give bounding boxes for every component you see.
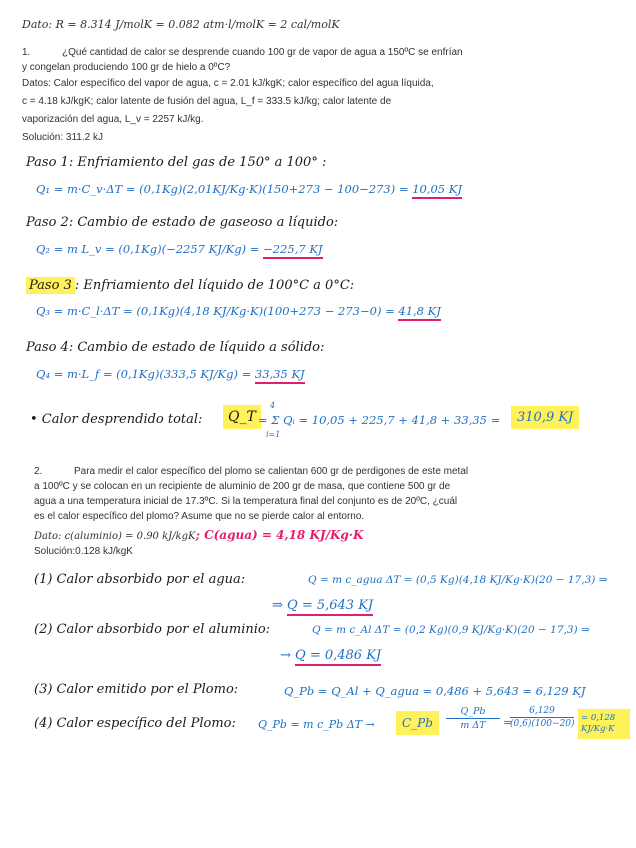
problem1-statement-line2: y congelan produciendo 100 gr de hielo a 0ºC? (22, 62, 231, 73)
paso4-formula (36, 367, 305, 381)
p2-step4-frac1-den: m ΔT (460, 720, 486, 731)
p2-step3-formula: Q_Pb = Q_Al + Q_agua = 0,486 + 5,643 = 6,129 KJ (284, 684, 586, 698)
problem2-dato (34, 528, 363, 542)
p2-step4-frac1-num: Q_Pb (446, 706, 500, 719)
paso3-title-rest: : Enfriamiento del líquido de 100°C a 0°C: (74, 278, 355, 293)
problem1-data-line1: Datos: Calor específico del vapor de agua, c = 2.01 kJ/kgK; calor específico del agua líquida, (22, 78, 434, 89)
p2-step1-result-row (272, 598, 373, 613)
total-sum-bottom: i=1 (266, 430, 281, 439)
p2-step4-frac2-den: (0,6)(100−20) (510, 719, 575, 729)
p2-step2-formula: Q = m c_Al ΔT = (0,2 Kg)(0,9 KJ/Kg·K)(20 − 17,3) ⇒ (312, 624, 590, 636)
problem2-statement-line2: a 100ºC y se colocan en un recipiente de aluminio de 200 gr de masa, que contiene 500 gr de (34, 481, 451, 492)
paso3-formula-text: Q₃ = m·C_l·ΔT = (0,1Kg)(4,18 KJ/Kg·K)(100+273 − 273−0) = (36, 304, 395, 318)
p2-step4-c-label: C_Pb (396, 711, 439, 735)
p2-step2-result-arrow: → (280, 648, 291, 663)
total-q-label: Q_T (223, 405, 261, 429)
p2-step4-frac2 (510, 706, 574, 729)
problem2-number: 2. (34, 466, 43, 477)
problem2-dato-text: Dato: c(aluminio) = 0.90 kJ/kgK (34, 531, 196, 542)
p2-step1-result: Q = 5,643 KJ (287, 598, 373, 616)
paso4-formula-text: Q₄ = m·L_f = (0,1Kg)(333,5 KJ/Kg) = (36, 367, 252, 381)
paso1-result: 10,05 KJ (412, 182, 462, 199)
problem1-statement-line1: ¿Qué cantidad de calor se desprende cuando 100 gr de vapor de agua a 150ºC se enfrían (62, 47, 463, 58)
paso1-title: Paso 1: Enfriamiento del gas de 150° a 100° : (26, 155, 327, 170)
dato-header (22, 18, 340, 31)
total-result: 310,9 KJ (511, 406, 579, 429)
paso3-title (26, 278, 354, 293)
problem1-data-line3: vaporización del agua, L_v = 2257 kJ/kg. (22, 114, 204, 125)
p2-step3-label: (3) Calor emitido por el Plomo: (34, 682, 239, 697)
p2-step4-result: = 0,128 KJ/Kg·K (578, 709, 630, 739)
p2-step4-label: (4) Calor específico del Plomo: (34, 716, 236, 731)
paso2-formula (36, 242, 323, 256)
p2-step4-equals: = (503, 716, 513, 729)
paso3-formula (36, 304, 441, 318)
problem2-statement-line4: es el calor específico del plomo? Asume que no se pierde calor al entorno. (34, 511, 365, 522)
problem1-solution: Solución: 311.2 kJ (22, 132, 103, 143)
paso3-result: 41,8 KJ (398, 304, 440, 321)
paso4-result: 33,35 KJ (255, 367, 305, 384)
p2-step1-formula: Q = m c_agua ΔT = (0,5 Kg)(4,18 KJ/Kg·K)(20 − 17,3) ⇒ (308, 574, 608, 586)
paso2-formula-text: Q₂ = m L_v = (0,1Kg)(−2257 KJ/Kg) = (36, 242, 260, 256)
paso1-formula (36, 182, 462, 196)
problem2-statement-line3: agua a una temperatura inicial de 17.3ºC. Si la temperatura final del conjunto es de 20ºC, ¿cuál (34, 496, 458, 507)
problem2-statement-line1: Para medir el calor específico del plomo se calientan 600 gr de perdigones de este metal (74, 466, 469, 477)
p2-step2-result: Q = 0,486 KJ (295, 648, 381, 666)
total-sum-top: 4 (270, 401, 276, 410)
p2-step4-frac2-num: 6,129 (510, 706, 574, 718)
paso1-formula-text: Q₁ = m·C_v·ΔT = (0,1Kg)(2,01KJ/Kg·K)(150+273 − 100−273) = (36, 182, 409, 196)
total-sum-expr: = Σ Qᵢ = 10,05 + 225,7 + 41,8 + 33,35 = (258, 413, 501, 427)
p2-step2-label: (2) Calor absorbido por el aluminio: (34, 622, 271, 637)
problem1-number: 1. (22, 47, 31, 58)
p2-step2-result-row (280, 648, 381, 663)
paso2-result: −225,7 KJ (263, 242, 322, 259)
problem2-solution: Solución:0.128 kJ/kgK (34, 546, 133, 557)
total-label: • Calor desprendido total: (30, 412, 203, 427)
paso2-title: Paso 2: Cambio de estado de gaseoso a líquido: (26, 215, 339, 230)
p2-step4-frac1 (446, 706, 500, 731)
p2-step4-formula: Q_Pb = m c_Pb ΔT → (258, 718, 375, 731)
problem1-data-line2: c = 4.18 kJ/kgK; calor latente de fusión del agua, L_f = 333.5 kJ/kg; calor latente de (22, 96, 392, 107)
paso3-title-highlight: Paso 3 (26, 277, 75, 294)
dato-header-text: Dato: R = 8.314 J/molK = 0.082 atm·l/molK = 2 cal/molK (22, 18, 340, 31)
p2-step1-label: (1) Calor absorbido por el agua: (34, 572, 246, 587)
paso4-title: Paso 4: Cambio de estado de líquido a sólido: (26, 340, 325, 355)
problem2-dato-hand: ; C(agua) = 4,18 KJ/Kg·K (195, 528, 364, 542)
p2-step1-result-arrow: ⇒ (272, 598, 283, 613)
